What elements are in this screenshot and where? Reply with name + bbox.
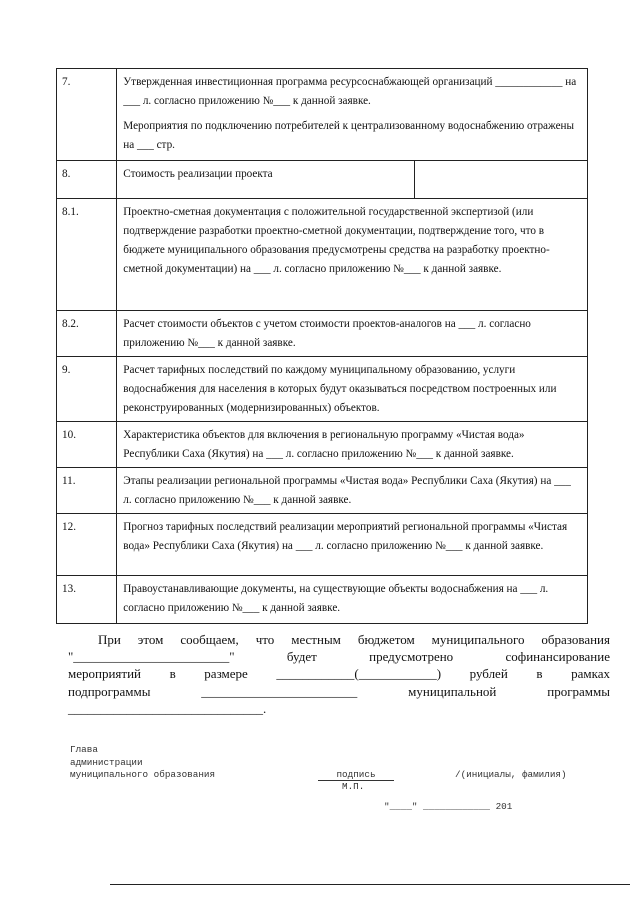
row-paragraph: Прогноз тарифных последствий реализации мероприятий региональной программы «Чистая вода» Республики Саха (Якутия) на ___ л. согласно приложению №___ к данной заявке. <box>123 521 568 552</box>
table-row <box>57 468 588 514</box>
row-paragraph: Утвержденная инвестиционная программа ресурсоснабжающей организаций ____________ на ___ л. согласно приложению №___ к данной заявке. <box>123 76 577 107</box>
row-paragraph: Характеристика объектов для включения в региональную программу «Чистая вода» Республики Саха (Якутия) на ___ л. согласно приложению №___ к данной заявке. <box>123 429 525 460</box>
date-line: "____" ____________ 201 <box>384 801 513 812</box>
row-description <box>117 576 588 624</box>
row-paragraph: Расчет тарифных последствий по каждому муниципальному образованию, услуги водоснабжения для населения в которых будут оказываться посредством построенных или реконструированных (модернизированных) объектов. <box>123 364 557 414</box>
table-row <box>57 357 588 422</box>
statement-line-5: ______________________________. <box>68 700 267 716</box>
table-row <box>57 199 588 311</box>
signatory-title-line-2: администрации <box>70 756 143 768</box>
table-row <box>57 576 588 624</box>
row-paragraph: Мероприятия по подключению потребителей к централизованному водоснабжению отражены на ___ стр. <box>123 120 575 151</box>
row-number: 7. <box>57 69 117 161</box>
signature-label: подпись <box>318 769 394 781</box>
signature-field <box>318 769 394 781</box>
signatory-title-line-1: Глава <box>70 744 98 755</box>
statement-line-4: подпрограммы ________________________ муниципальной программы <box>68 683 610 699</box>
row-number: 8. <box>57 161 117 199</box>
stamp-place: М.П. <box>342 781 365 792</box>
row-number: 8.1. <box>57 199 117 311</box>
row-number: 9. <box>57 357 117 422</box>
table-row <box>57 69 588 161</box>
page-bottom-rule <box>110 884 630 885</box>
cofinancing-statement <box>68 631 610 717</box>
row-description <box>117 69 588 161</box>
row-paragraph: Стоимость реализации проекта <box>123 168 273 180</box>
row-paragraph: Расчет стоимости объектов с учетом стоимости проектов-аналогов на ___ л. согласно приложению №___ к данной заявке. <box>123 318 531 349</box>
row-description <box>117 357 588 422</box>
signatory-title <box>70 744 215 782</box>
statement-line-3: мероприятий в размере ____________(____________) рублей в рамках <box>68 666 610 682</box>
table-row <box>57 311 588 357</box>
requirements-table <box>56 68 588 624</box>
row-description <box>117 161 415 199</box>
row-description <box>117 422 588 468</box>
row-description <box>117 468 588 514</box>
cost-value-cell <box>415 161 588 199</box>
table-row <box>57 422 588 468</box>
table-row <box>57 161 588 199</box>
row-number: 13. <box>57 576 117 624</box>
requirements-table-body <box>57 69 588 624</box>
statement-line-1: При этом сообщаем, что местным бюджетом муниципального образования <box>98 632 610 647</box>
row-number: 8.2. <box>57 311 117 357</box>
initials-label: /(инициалы, фамилия) <box>455 769 567 780</box>
row-number: 11. <box>57 468 117 514</box>
row-paragraph: Проектно-сметная документация с положительной государственной экспертизой (или подтверждение разработки проектно-сметной документации, подтверждение того, что в бюджете муниципального образования предусмотрены средства на разработку проектно-сметной документации) на ___ л. согласно приложению №___ к данной заявке. <box>123 206 550 275</box>
row-paragraph: Правоустанавливающие документы, на существующие объекты водоснабжения на ___ л. согласно приложению №___ к данной заявке. <box>123 583 549 614</box>
row-paragraph: Этапы реализации региональной программы «Чистая вода» Республики Саха (Якутия) на ___ л. согласно приложению №___ к данной заявке. <box>123 475 571 506</box>
statement-line-2: "________________________" будет предусмотрено софинансирование <box>68 649 610 665</box>
row-description <box>117 199 588 311</box>
row-number: 12. <box>57 514 117 576</box>
table-row <box>57 514 588 576</box>
signatory-title-line-3: муниципального образования <box>70 769 216 780</box>
row-description <box>117 514 588 576</box>
row-number: 10. <box>57 422 117 468</box>
row-description <box>117 311 588 357</box>
